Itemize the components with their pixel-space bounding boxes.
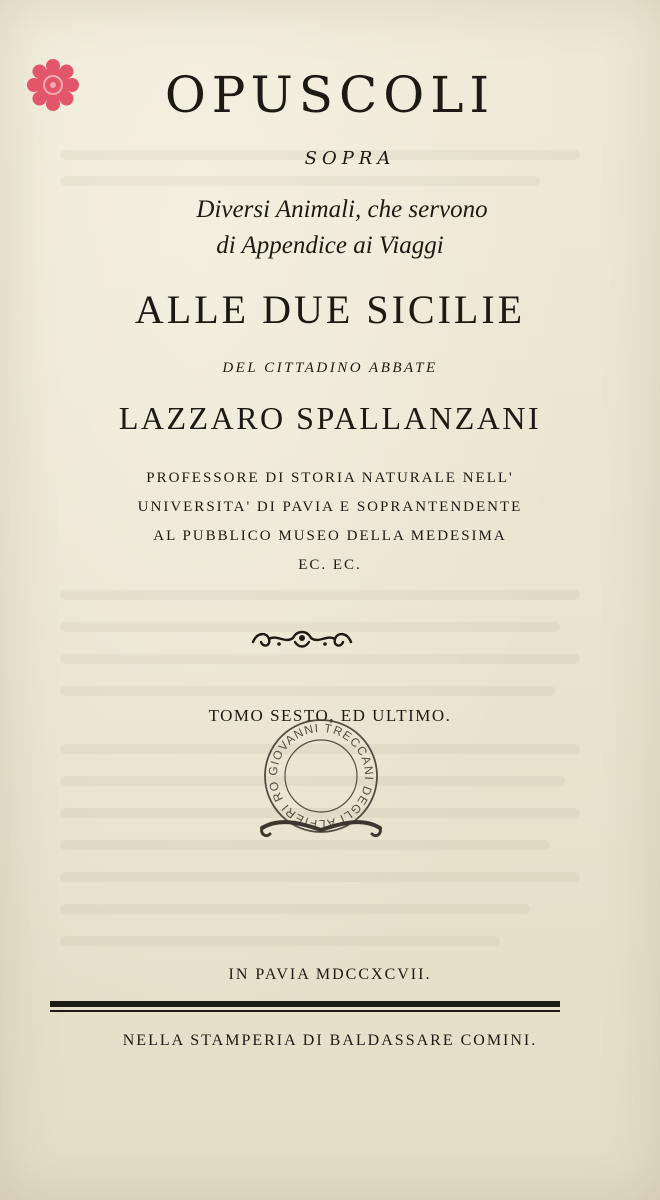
bleed-through xyxy=(60,654,580,664)
credential-line: EC. EC. xyxy=(298,557,362,573)
bleed-through xyxy=(60,686,555,696)
bleed-through xyxy=(60,904,530,914)
bleed-through xyxy=(60,176,540,186)
credential-line: PROFESSORE DI STORIA NATURALE NELL' xyxy=(146,470,514,486)
subtitle-line-1: Diversi Animali, che servono xyxy=(196,196,488,223)
bleed-through xyxy=(60,590,580,600)
bleed-through xyxy=(60,936,500,946)
library-stamp-icon xyxy=(258,718,384,844)
imprint-rule xyxy=(50,1001,560,1007)
imprint-rule xyxy=(50,1010,560,1012)
title-connector: SOPRA xyxy=(304,148,396,169)
imprint-place-date: IN PAVIA MDCCXCVII. xyxy=(228,966,432,983)
credential-line: UNIVERSITA' DI PAVIA E SOPRANTENDENTE xyxy=(137,499,523,515)
author-name: LAZZARO SPALLANZANI xyxy=(118,400,542,436)
bleed-through xyxy=(60,872,580,882)
author-intro: DEL CITTADINO ABBATE xyxy=(222,360,438,376)
printers-ornament-icon xyxy=(249,626,355,652)
subtitle-line-2: di Appendice ai Viaggi xyxy=(216,232,444,259)
book-title: OPUSCOLI xyxy=(164,66,496,124)
credential-line: AL PUBBLICO MUSEO DELLA MEDESIMA xyxy=(153,528,507,544)
volume-statement: TOMO SESTO, ED ULTIMO. xyxy=(208,706,452,725)
printer-imprint: NELLA STAMPERIA DI BALDASSARE COMINI. xyxy=(122,1032,538,1049)
place-title: ALLE DUE SICILIE xyxy=(134,287,526,332)
stamp-ring-text: GIOVANNI TRECCANI DEGLI ALFIERI RO xyxy=(265,721,377,832)
